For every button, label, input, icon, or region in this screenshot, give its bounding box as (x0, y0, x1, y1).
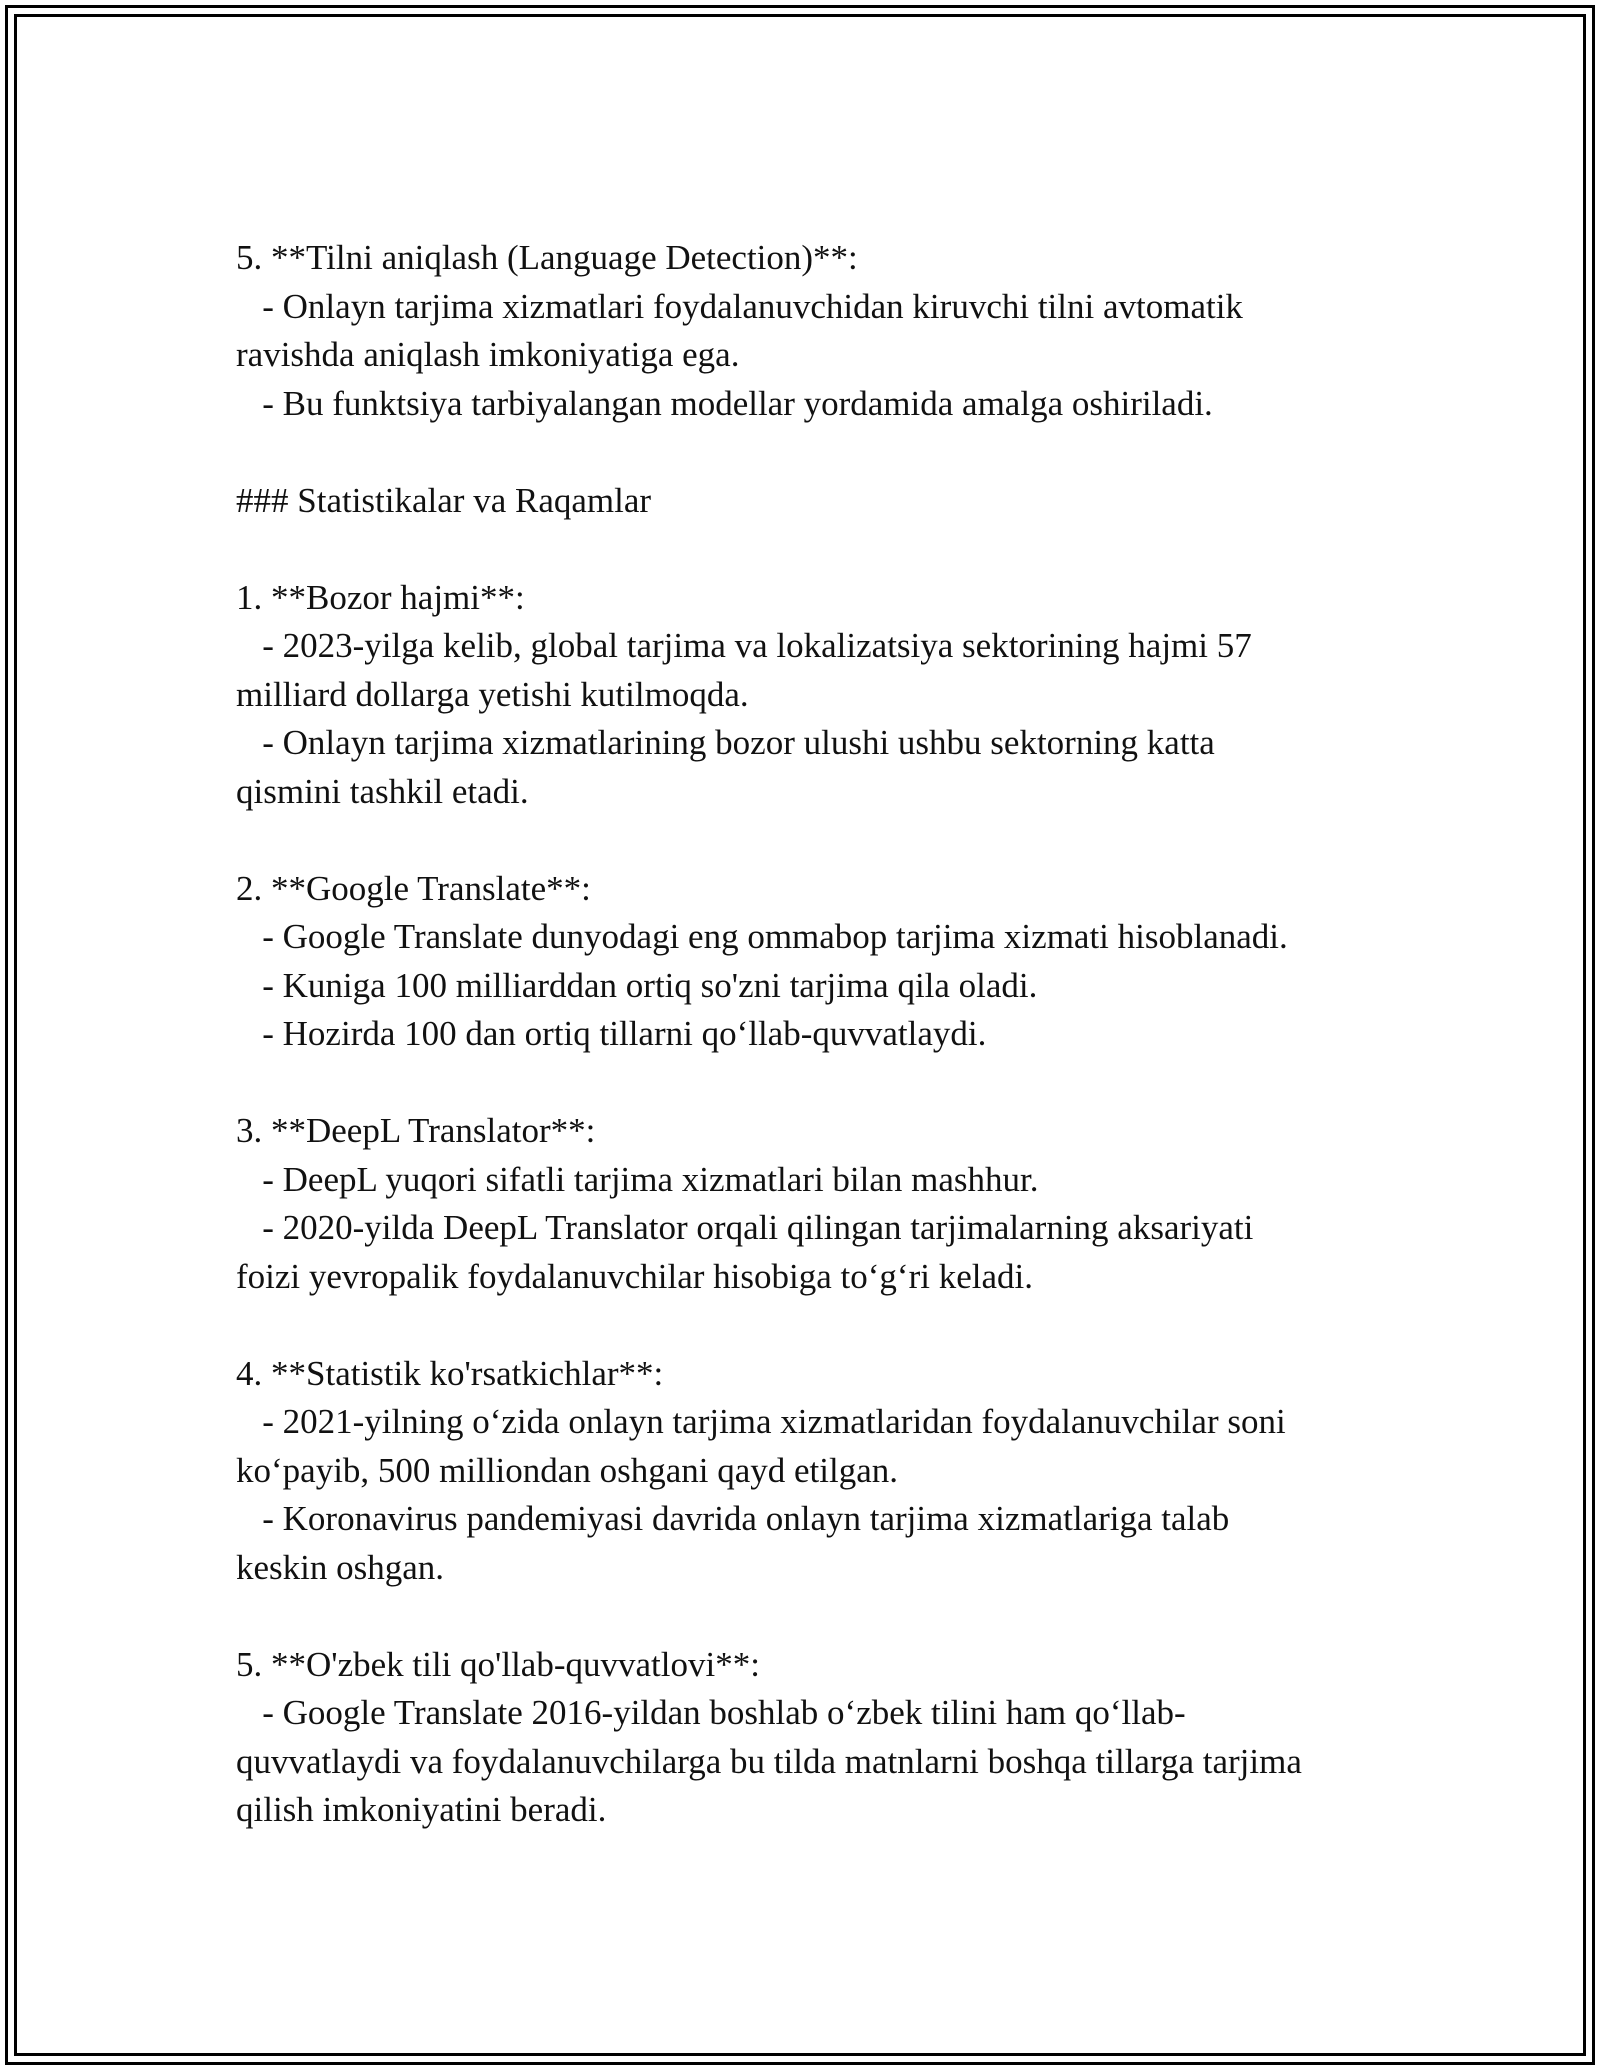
list-item: - DeepL yuqori sifatli tarjima xizmatlari bilan mashhur. (236, 1159, 1039, 1199)
list-item-continuation: ko‘payib, 500 milliondan oshgani qayd etilgan. (236, 1450, 898, 1490)
section-heading: ### Statistikalar va Raqamlar (236, 480, 652, 520)
list-item: - Onlayn tarjima xizmatlarining bozor ulushi ushbu sektorning katta (236, 723, 1215, 762)
list-heading-statistics: 4. **Statistik ko'rsatkichlar**: (236, 1353, 664, 1393)
list-item: - Onlayn tarjima xizmatlari foydalanuvchidan kiruvchi tilni avtomatik (236, 286, 1243, 326)
list-heading-language-detection: 5. **Tilni aniqlash (Language Detection)**: (236, 238, 858, 277)
paragraph-gap (236, 816, 1376, 865)
list-item: - Hozirda 100 dan ortiq tillarni qo‘llab-quvvatlaydi. (236, 1014, 987, 1053)
list-heading-google-translate: 2. **Google Translate**: (236, 868, 591, 908)
list-item: - 2020-yilda DeepL Translator orqali qilingan tarjimalarning aksariyati (236, 1208, 1254, 1247)
list-item-continuation: quvvatlaydi va foydalanuvchilarga bu tilda matnlarni boshqa tillarga tarjima (236, 1741, 1302, 1781)
list-item-continuation: qilish imkoniyatini beradi. (236, 1790, 607, 1829)
paragraph-gap (236, 1059, 1376, 1108)
document-body (236, 234, 1376, 1835)
list-heading-deepl: 3. **DeepL Translator**: (236, 1111, 596, 1150)
list-item-continuation: keskin oshgan. (236, 1547, 445, 1587)
list-item: - Kuniga 100 milliarddan ortiq so'zni tarjima qila oladi. (236, 965, 1038, 1005)
list-item: - Google Translate dunyodagi eng ommabop tarjima xizmati hisoblanadi. (236, 917, 1288, 956)
list-item: - 2023-yilga kelib, global tarjima va lokalizatsiya sektorining hajmi 57 (236, 626, 1252, 665)
list-item-continuation: qismini tashkil etadi. (236, 771, 529, 811)
list-item: - Koronavirus pandemiyasi davrida onlayn tarjima xizmatlariga talab (236, 1499, 1230, 1538)
list-heading-uzbek-support: 5. **O'zbek tili qo'llab-quvvatlovi**: (236, 1644, 760, 1684)
list-item: - 2021-yilning o‘zida onlayn tarjima xizmatlaridan foydalanuvchilar soni (236, 1402, 1286, 1441)
paragraph-gap (236, 525, 1376, 574)
paragraph-gap (236, 428, 1376, 477)
list-item-continuation: foizi yevropalik foydalanuvchilar hisobiga to‘g‘ri keladi. (236, 1256, 1033, 1296)
list-item-continuation: milliard dollarga yetishi kutilmoqda. (236, 674, 749, 714)
list-item: - Google Translate 2016-yildan boshlab o‘zbek tilini ham qo‘llab- (236, 1693, 1186, 1732)
list-item-continuation: ravishda aniqlash imkoniyatiga ega. (236, 335, 740, 374)
paragraph-gap (236, 1301, 1376, 1350)
paragraph-gap (236, 1592, 1376, 1641)
list-item: - Bu funktsiya tarbiyalangan modellar yordamida amalga oshiriladi. (236, 383, 1213, 423)
list-heading-market-size: 1. **Bozor hajmi**: (236, 577, 525, 617)
